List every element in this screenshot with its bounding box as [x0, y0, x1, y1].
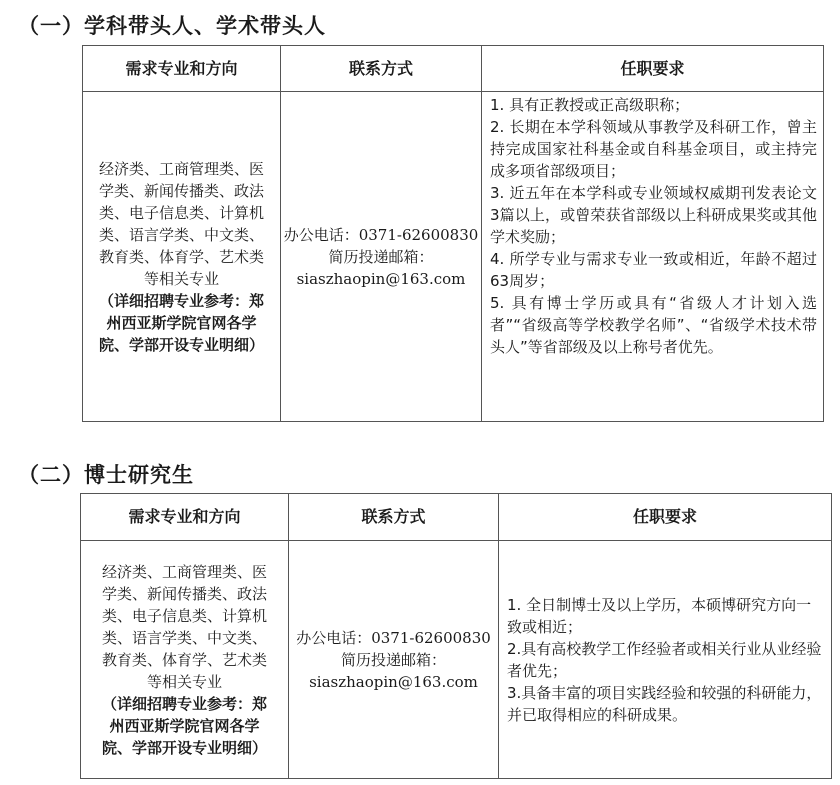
requirements-cell: [482, 92, 824, 422]
contact-email: siaszhaopin@163.com: [309, 672, 478, 691]
requirement-item: 5. 具有博士学历或具有“省级人才计划入选者”“省级高等学校教学名师”、“省级学术技术带头人”等省部级及以上称号者优先。: [490, 294, 817, 356]
major-text: 经济类、工商管理类、医学类、新闻传播类、政法类、电子信息类、计算机类、语言学类、中文类、教育类、体育学、艺术类等相关专业: [101, 562, 267, 691]
table-row: [81, 541, 832, 779]
contact-cell: [289, 541, 499, 779]
major-cell: [81, 541, 289, 779]
requirement-item: 3. 近五年在本学科或专业领域权威期刊发表论文3篇以上，或曾荣获省部级以上科研成果奖或其他学术奖励；: [490, 184, 817, 246]
header-major: 需求专业和方向: [81, 494, 289, 541]
section-2-title: （二）博士研究生: [18, 463, 194, 487]
requirement-item: 3.具备丰富的项目实践经验和较强的科研能力，并已取得相应的科研成果。: [507, 683, 822, 724]
contact-phone: 办公电话：0371-62600830: [283, 225, 479, 244]
contact-email-label: 简历投递邮箱：: [340, 650, 446, 669]
header-contact: 联系方式: [281, 46, 482, 92]
contact-phone: 办公电话：0371-62600830: [296, 628, 491, 647]
table-header-row: [81, 494, 832, 541]
major-note: （详细招聘专业参考：郑州西亚斯学院官网各学院、学部开设专业明细）: [101, 694, 267, 757]
section-2-table: [80, 493, 832, 779]
section-1-table: [82, 45, 824, 422]
major-note: （详细招聘专业参考：郑州西亚斯学院官网各学院、学部开设专业明细）: [98, 291, 264, 354]
requirement-item: 1. 全日制博士及以上学历，本硕博研究方向一致或相近；: [507, 595, 812, 636]
major-cell: [83, 92, 281, 422]
contact-cell: [281, 92, 482, 422]
table-row: [83, 92, 824, 422]
requirement-item: 4. 所学专业与需求专业一致或相近，年龄不超过63周岁；: [490, 250, 817, 290]
header-requirements: 任职要求: [499, 494, 832, 541]
requirement-item: 1. 具有正教授或正高级职称；: [490, 96, 690, 114]
requirements-cell: [499, 541, 832, 779]
header-requirements: 任职要求: [482, 46, 824, 92]
header-contact: 联系方式: [289, 494, 499, 541]
contact-email: siaszhaopin@163.com: [296, 269, 466, 288]
contact-email-label: 简历投递邮箱：: [328, 247, 434, 266]
requirement-item: 2. 长期在本学科领域从事教学及科研工作，曾主持完成国家社科基金或自科基金项目，或主持完成多项省部级项目；: [490, 118, 817, 180]
section-1-title: （一）学科带头人、学术带头人: [18, 14, 326, 38]
header-major: 需求专业和方向: [83, 46, 281, 92]
major-text: 经济类、工商管理类、医学类、新闻传播类、政法类、电子信息类、计算机类、语言学类、中文类、教育类、体育学、艺术类等相关专业: [98, 159, 264, 288]
table-header-row: [83, 46, 824, 92]
requirement-item: 2.具有高校教学工作经验者或相关行业从业经验者优先；: [507, 639, 822, 680]
